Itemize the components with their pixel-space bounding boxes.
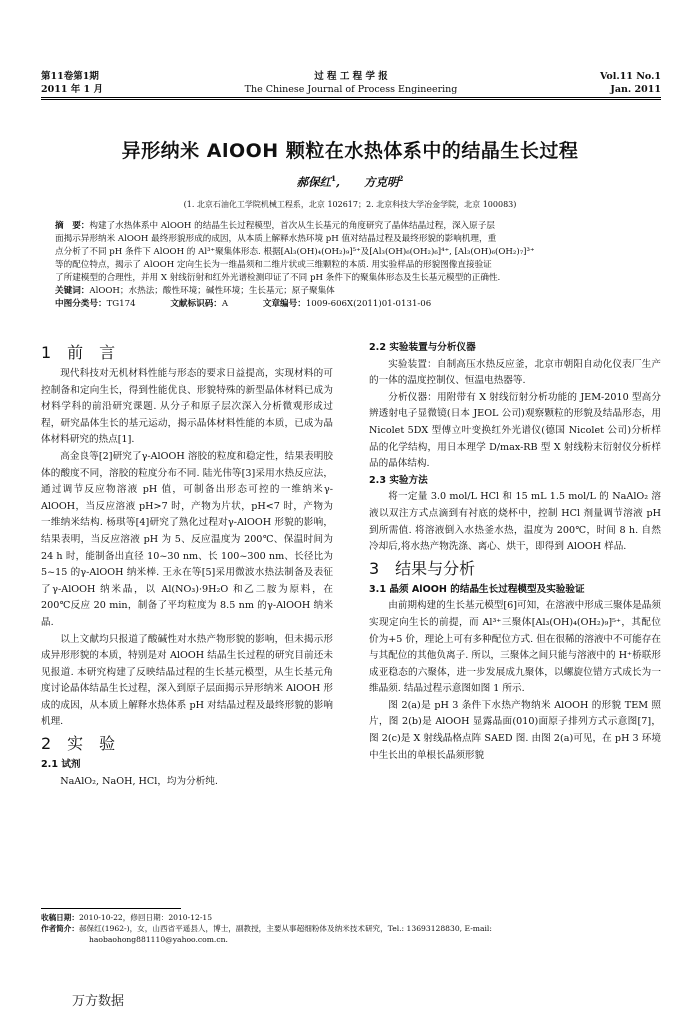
- footnote-rule: [41, 908, 181, 909]
- received-date-line: [41, 912, 661, 923]
- paragraph: 现代科技对无机材料性能与形态的要求日益提高，实现材料的可控制备和定向生长，得到性能优良、形貌特殊的新型晶体材料已成为材料学科的前沿研究课题. 从分子和原子层次深入分析微观形成过程，研究晶体生长的基元运动，揭示晶体材料性能的本质，已成为晶体材料研究的热点[1].: [41, 368, 333, 446]
- abstract-line: [55, 272, 645, 285]
- paragraph: 将一定量 3.0 mol/L HCl 和 15 mL 1.5 mol/L 的 NaAlO₂ 溶液以双注方式点滴到有衬底的烧杯中，控制 HCl 剂量调节溶液 pH 到所需值. 将溶液倒入水热釜水热，温度为 200℃，时间 8 h. 自然冷却后,将水热产物洗涤、离心、烘干，即得到 AlOOH 样品.: [369, 491, 661, 553]
- footnote: [41, 912, 661, 945]
- doc-code-label: 文献标识码：: [170, 299, 222, 309]
- section-heading-results: 3 结果与分析: [369, 558, 476, 578]
- journal-name-en: The Chinese Journal of Process Engineering: [244, 84, 458, 95]
- watermark: 万方数据: [72, 994, 125, 1009]
- abstract-line: [55, 259, 645, 272]
- abstract-text-5: 了所建模型的合理性，并用 X 射线衍射和红外光谱检测印证了不同 pH 条件下的聚集体形态及生长基元模型的正确性.: [55, 273, 501, 283]
- clc-label: 中图分类号：: [55, 299, 107, 309]
- article-number: 1009-606X(2011)01-0131-06: [305, 299, 432, 309]
- abstract-line: [55, 246, 645, 259]
- classification-line: [55, 298, 645, 311]
- author-line: 郝保红$^1$, 方克明$^2$: [296, 174, 404, 189]
- received-label: 收稿日期：: [41, 913, 79, 922]
- received-date: 2010-10-22，修回日期：2010-12-15: [78, 913, 213, 922]
- abstract-block: [55, 220, 645, 311]
- paragraph: 高金良等[2]研究了γ-AlOOH 溶胶的粒度和稳定性，结果表明胶体的酸度不同，溶胶的粒度分布不同. 陆光伟等[3]采用水热反应法，通过调节反应物溶液 pH 值，可制备出形态可控的一维纳米γ-AlOOH，当反应溶液 pH>7 时，产物为片状，pH<7 时，产物为一维纳米结构. 杨琪等[4]研究了熟化过程对γ-AlOOH 形貌的影响，结果表明，当反应溶液 pH 为 5、反应温度为 200℃、保温时间为 24 h 时，能制备出直径 10~30 nm、长 100~300 nm、长径比为 5~15 的γ-AlOOH 纳米棒. 王永在等[5]采用微波水热法制备及表征了γ-AlOOH 纳米晶，以 Al(NO₃)·9H₂O 和乙二胺为原料，在 200℃反应 20 min，制备了平均粒度为 8.5 nm 的γ-AlOOH 纳米晶.: [41, 450, 333, 628]
- abstract-line: [55, 233, 645, 246]
- abstract-line: [55, 220, 645, 233]
- abstract-text-3: 点分析了不同 pH 条件下 AlOOH 的 Al³⁺聚集体形态. 根据[Al₃(OH)₄(OH₂)₉]⁵⁺及[Al₃(OH)₆(OH₂)₆]⁴⁺, [Al₃(OH)₆(OH₂)₇]³⁺: [55, 247, 535, 257]
- bio-label: 作者简介：: [41, 924, 79, 933]
- volume-issue: 第11卷第1期: [41, 71, 99, 82]
- abstract-text-4: 等的配位特点，揭示了 AlOOH 定向生长为一维晶须和二维片状或三维颗粒的本质. 用实验样品的形貌图像直接验证: [55, 260, 492, 270]
- paragraph: NaAlO₂, NaOH, HCl，均为分析纯.: [60, 775, 218, 787]
- doc-code: A: [221, 299, 229, 309]
- issue-info-en: [600, 70, 661, 96]
- issue-date-en: Jan. 2011: [610, 84, 661, 95]
- subsection-heading-reagents: 2.1 试剂: [41, 759, 81, 771]
- paragraph: 分析仪器：用附带有 X 射线衍射分析功能的 JEM-2010 型高分辨透射电子显微镜(日本 JEOL 公司)观察颗粒的形貌及结晶形态，用 Nicolet 5DX 型傅立叶变换红外光谱仪(德国 Nicolet 公司)分析样品的化学结构，用日本理学 D/max-RB 型 X 射线粉末衍射仪分析样品的晶体结构.: [369, 391, 661, 470]
- paragraph: 以上文献均只报道了酸碱性对水热产物形貌的影响，但未揭示形成异形形貌的本质，特别是对 AlOOH 结晶生长过程的研究目前还未见报道. 本研究构建了反映结晶过程的生长基元模型，从生长基元角度讨论晶体结晶生长过程，深入到原子层面揭示异形纳米 AlOOH 形成的成因，从本质上解释水热体系 pH 对结晶过程及最终形貌的影响机理.: [41, 633, 333, 728]
- left-column: [41, 340, 333, 790]
- author-1-affil: 1: [331, 174, 336, 184]
- author-bio-line: [41, 923, 661, 934]
- keywords-line: [55, 285, 645, 298]
- header-rule: [41, 97, 661, 98]
- author-1: 郝保红: [296, 175, 332, 189]
- keywords: AlOOH；水热法；酸性环境；碱性环境；生长基元；原子聚集体: [89, 286, 335, 296]
- author-2: 方克明: [364, 175, 399, 189]
- volume-issue-en: Vol.11 No.1: [599, 71, 661, 82]
- keywords-label: 关键词：: [55, 286, 90, 296]
- issue-date: 2011 年 1 月: [41, 84, 103, 95]
- author-2-affil: 2: [398, 174, 404, 184]
- subsection-heading-apparatus: 2.2 实验装置与分析仪器: [369, 342, 476, 353]
- section-heading-experiment: 2 实 验: [41, 734, 116, 754]
- clc-number: TG174: [106, 299, 136, 309]
- paragraph: 由前期构建的生长基元模型[6]可知，在溶液中形成三聚体是晶须实现定向生长的前提，而 Al³⁺三聚体[Al₃(OH)₄(OH₂)₉]⁵⁺，其配位价为+5 价，理论上可有多种配位方式. 但在很稀的溶液中不可能存在与其配位的其他负离子. 所以，三聚体之间只能与溶液中的 H⁺桥联形成亚稳态的六聚体，进一步发展成九聚体，以螺旋位错方式成长为一维晶须. 结晶过程示意图如图 1 所示.: [369, 600, 661, 695]
- abstract-text-2: 面揭示异形纳米 AlOOH 最终形貌形成的成因，从本质上解释水热环境 pH 值对结晶过程及最终形貌的影响机理，重: [55, 234, 497, 244]
- journal-name: [41, 70, 661, 96]
- right-column: [369, 340, 661, 764]
- subsection-heading-method: 2.3 实验方法: [369, 474, 428, 486]
- header-rule-thin: [41, 99, 661, 100]
- author-email: haobaohong881110@yahoo.com.cn.: [89, 935, 228, 944]
- affiliation: (1. 北京石油化工学院机械工程系，北京 102617；2. 北京科技大学冶金学院，北京 100083): [183, 200, 517, 209]
- article-number-label: 文章编号：: [262, 299, 306, 309]
- section-heading-intro: 1 前 言: [41, 343, 116, 362]
- paragraph: 图 2(a)是 pH 3 条件下水热产物纳米 AlOOH 的形貌 TEM 照片，图 2(b)是 AlOOH 显露晶面(010)面原子排列方式示意图[7]，图 2(c)是 X 射线晶格点阵 SAED 图. 由图 2(a)可见，在 pH 3 环境中生长出的单根长晶须形貌: [369, 699, 661, 761]
- author-bio: 郝保红(1962-)，女，山西省平遥县人，博士，副教授，主要从事超细粉体及纳米技术研究，Tel.: 13693128830, E-mail:: [78, 924, 492, 933]
- subsection-heading-whisker-model: 3.1 晶须 AlOOH 的结晶生长过程模型及实验验证: [369, 583, 585, 595]
- abstract-label: 摘 要：: [55, 221, 90, 231]
- abstract-text-1: 构建了水热体系中 AlOOH 的结晶生长过程模型，首次从生长基元的角度研究了晶体结晶过程，深入原子层: [89, 221, 495, 231]
- paragraph: 实验装置：自制高压水热反应釜，北京市朝阳自动化仪表厂生产的一体的温度控制仪、恒温电热器等.: [369, 358, 661, 387]
- paper-title: 异形纳米 AlOOH 颗粒在水热体系中的结晶生长过程: [121, 140, 579, 162]
- journal-name-cn: 过 程 工 程 学 报: [314, 71, 388, 82]
